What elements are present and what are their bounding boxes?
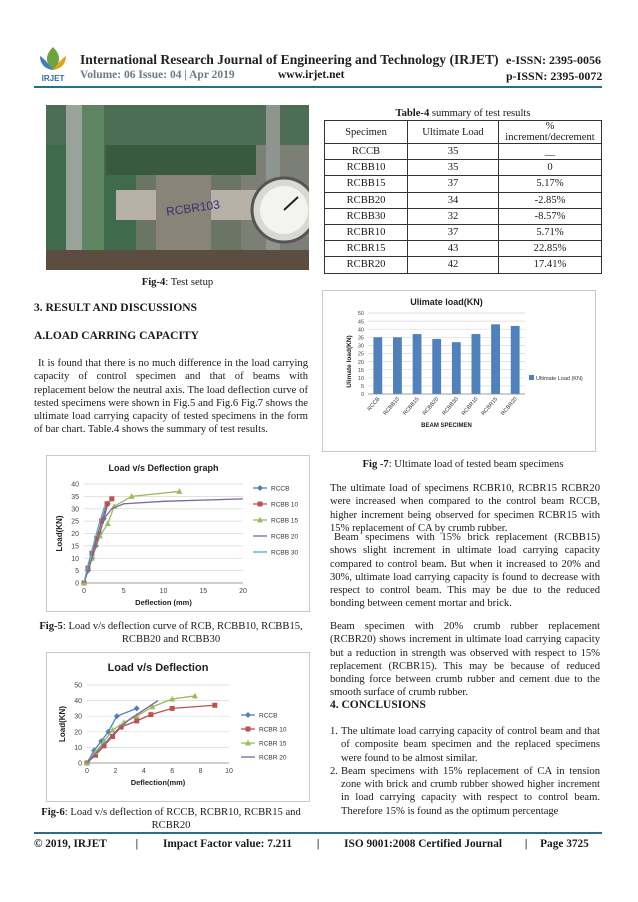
results-table	[324, 120, 602, 274]
y-tick-label: 40	[357, 327, 364, 334]
table-header-row	[325, 121, 602, 144]
x-tick-label: RCBB20	[421, 396, 441, 417]
data-point	[105, 501, 110, 506]
legend-marker	[257, 485, 263, 491]
header-divider	[34, 86, 602, 88]
y-tick-label: 40	[71, 481, 79, 489]
table-cell: RCBB15	[325, 176, 408, 192]
y-axis-label: Load(KN)	[55, 515, 64, 552]
table-row	[325, 224, 602, 240]
data-point	[212, 703, 217, 708]
bar-rcbr15	[491, 324, 500, 394]
y-tick-label: 40	[74, 698, 82, 706]
table-cell: 37	[408, 224, 499, 240]
fig6-caption: Fig-6: Load v/s deflection of RCCB, RCBR10, RCBR15 and RCBR20	[41, 807, 301, 832]
results-paragraph-1: The ultimate load of specimens RCBR10, RCBR15 RCBR20 were increased when compared to the control beam RCCB, higher increment being observed for specimen RCBR15 with 15% replacement of CA by crumb rubber.	[330, 483, 600, 534]
table-cell: 22.85%	[499, 241, 602, 257]
table-row	[325, 144, 602, 160]
y-tick-label: 10	[71, 555, 79, 563]
y-tick-label: 30	[71, 506, 79, 514]
section3-subheading: A.LOAD CARRING CAPACITY	[34, 330, 199, 342]
bar-rcbr10	[472, 334, 481, 394]
x-tick-label: 15	[199, 588, 208, 595]
y-tick-label: 35	[71, 493, 79, 501]
footer-separator: |	[316, 838, 320, 850]
y-axis-label: Load(KN)	[58, 706, 67, 742]
legend-marker	[258, 502, 263, 507]
results-paragraph-2: Beam specimens with 15% brick replacement (RCBB15) shows slight increment in ultimate load carrying capacity compared to control beam. But when it increased to 20% and 30%, ultimate load carrying capacity is found to decrease with respect to control beam. This may be due to the reduced bonding between cement mortar and brick.	[330, 532, 600, 610]
x-tick-label: RCBB30	[441, 396, 460, 417]
table-cell: RCBR10	[325, 224, 408, 240]
x-tick-label: 8	[198, 768, 203, 775]
y-tick-label: 15	[71, 543, 79, 551]
table-row	[325, 208, 602, 224]
eissn: e-ISSN: 2395-0056	[506, 53, 601, 67]
y-tick-label: 25	[71, 518, 79, 526]
y-tick-label: 20	[74, 729, 82, 737]
x-tick-label: RCBR20	[500, 396, 519, 417]
section3-paragraph: It is found that there is no much difference in the load carrying capacity of control specimen and that of beams with replacement below the neutral axis. The load deflection curve of tested specimens were shown in Fig.5 and Fig.6 Fig.7 shows the ultimate load carrying capacity of tested specimens in the form of bar chart. Table.4 shows the summary of test results.	[34, 358, 308, 436]
table-cell: 5.71%	[499, 224, 602, 240]
y-tick-label: 25	[357, 351, 364, 358]
y-tick-label: 50	[357, 311, 364, 318]
y-tick-label: 5	[360, 384, 364, 391]
fig5-chart-frame	[46, 455, 310, 612]
x-tick-label: 6	[170, 768, 175, 775]
bar-rcbb20	[432, 339, 441, 394]
y-tick-label: 15	[357, 367, 364, 374]
table4-caption: Table-4 summary of test results	[395, 108, 531, 119]
table-cell: RCBB20	[325, 192, 408, 208]
x-tick-label: 4	[141, 768, 146, 775]
irjet-logo	[34, 44, 72, 84]
x-tick-label: 5	[121, 588, 126, 595]
table-cell: __	[499, 144, 602, 160]
y-tick-label: 50	[74, 682, 82, 690]
y-tick-label: 30	[357, 343, 364, 350]
legend-label: RCBB 20	[271, 533, 299, 541]
legend-label: RCBB 30	[271, 549, 299, 557]
x-tick-label: RCBB15	[402, 396, 421, 417]
x-tick-label: 2	[113, 768, 118, 775]
table-row	[325, 176, 602, 192]
fig5-caption: Fig-5: Load v/s deflection curve of RCB, RCBB10, RCBB15, RCBB20 and RCBB30	[39, 621, 303, 646]
fig7-chart-frame	[322, 290, 596, 452]
fig7-chart	[323, 291, 595, 451]
x-tick-label: 10	[159, 588, 168, 595]
list-item: 2. Beam specimens with 15% replacement of CA in tension zone with brick and crumb rubber showed higher increment in load carrying capacity with respect to control beam. Therefore 15% is found as the optimum percentage	[330, 765, 600, 817]
legend-label: RCBR 10	[259, 726, 287, 734]
table-cell: 35	[408, 160, 499, 176]
data-point	[134, 705, 140, 711]
fig5-chart	[47, 456, 309, 611]
table-row	[325, 241, 602, 257]
section4-heading: 4. CONCLUSIONS	[330, 699, 426, 711]
website-link[interactable]: www.irjet.net	[278, 69, 345, 81]
volume-issue: Volume: 06 Issue: 04 | Apr 2019	[80, 69, 235, 81]
x-tick-label: 10	[225, 768, 233, 775]
data-point	[192, 693, 198, 699]
y-tick-label: 45	[357, 319, 364, 326]
table-cell: 35	[408, 144, 499, 160]
y-tick-label: 0	[78, 760, 82, 768]
table-row	[325, 160, 602, 176]
x-axis-label: BEAM SPECIMEN	[421, 423, 472, 429]
footer-divider	[34, 832, 602, 834]
beam-stamp: RCBR103	[165, 197, 221, 219]
y-tick-label: 10	[357, 376, 364, 382]
table-cell: 34	[408, 192, 499, 208]
legend-label: RCBB 15	[271, 517, 299, 525]
y-tick-label: 20	[71, 531, 79, 538]
table-cell: RCBR15	[325, 241, 408, 257]
table-cell: 37	[408, 176, 499, 192]
legend-label: Ultimate Load (KN)	[536, 376, 583, 382]
chart-title: Load v/s Deflection	[107, 662, 209, 674]
bar-rccb	[373, 337, 382, 394]
legend-label: RCCB	[259, 712, 278, 720]
fig7-caption: Fig -7: Ultimate load of tested beam specimens	[362, 459, 564, 470]
legend-label: RCBR 15	[259, 740, 287, 748]
footer	[34, 838, 589, 850]
legend-marker	[245, 712, 251, 718]
table-row	[325, 192, 602, 208]
data-point	[134, 718, 139, 723]
table-cell: -2.85%	[499, 192, 602, 208]
y-axis-label: Ulimate load(KN)	[346, 335, 353, 388]
chart-title: Ulimate load(KN)	[410, 297, 483, 307]
table-cell: 43	[408, 241, 499, 257]
footer-copyright: © 2019, IRJET	[34, 838, 107, 850]
fig6-chart-frame	[46, 652, 310, 802]
x-tick-label: RCBR10	[460, 396, 480, 417]
x-axis-label: Deflection (mm)	[135, 598, 192, 607]
table-header-cell: Specimen	[325, 121, 408, 144]
fig4-caption: Fig-4: Test setup	[141, 277, 214, 288]
footer-separator: |	[524, 838, 528, 850]
data-point	[109, 496, 114, 501]
fig6-chart	[47, 653, 309, 801]
x-tick-label: RCBR15	[480, 396, 500, 417]
journal-title: International Research Journal of Engineering and Technology (IRJET)	[80, 52, 499, 67]
x-tick-label: 0	[85, 768, 89, 775]
table-cell: 42	[408, 257, 499, 273]
y-tick-label: 35	[357, 335, 364, 342]
table-cell: 0	[499, 160, 602, 176]
table-header-cell: Ultimate Load	[408, 121, 499, 144]
bar-rcbr20	[511, 326, 520, 394]
pissn: p-ISSN: 2395-0072	[506, 69, 603, 83]
legend-label: RCBB 10	[271, 501, 299, 509]
data-point	[170, 706, 175, 711]
test-setup-photo	[46, 105, 309, 270]
table-cell: 32	[408, 208, 499, 224]
table-cell: RCBB10	[325, 160, 408, 176]
list-item: 1. The ultimate load carrying capacity of control beam and that of composite beam specimen and the replaced specimens were found to be almost similar.	[330, 726, 600, 764]
y-tick-label: 10	[74, 744, 82, 752]
footer-impact: Impact Factor value: 7.211	[162, 838, 292, 850]
footer-page: Page 3725	[540, 838, 589, 850]
bar-rcbb30	[452, 342, 461, 394]
data-point	[114, 713, 120, 719]
chart-title: Load v/s Deflection graph	[108, 463, 219, 473]
footer-iso: ISO 9001:2008 Certified Journal	[344, 838, 502, 850]
legend-swatch	[529, 375, 534, 380]
legend-label: RCBR 20	[259, 754, 287, 762]
results-paragraph-3: Beam specimen with 20% crumb rubber replacement (RCBR20) shows increment in ultimate load carrying capacity but a reduction in strength was observed with respect to 15% replacement (RCBR15). This may be because of reduced bonding force between crumb rubber and cement due to the smooth surface of crumb rubber.	[330, 621, 600, 699]
y-tick-label: 5	[75, 568, 79, 576]
y-tick-label: 30	[74, 713, 82, 721]
y-tick-label: 0	[360, 392, 364, 399]
table-cell: RCBR20	[325, 257, 408, 273]
table-cell: 5.17%	[499, 176, 602, 192]
table-header-cell: % increment/decrement	[499, 121, 602, 144]
table-cell: RCCB	[325, 144, 408, 160]
series-line-rcbr-15	[87, 696, 195, 763]
section3-heading: 3. RESULT AND DISCUSSIONS	[34, 302, 197, 314]
x-tick-label: 20	[239, 588, 247, 595]
footer-separator: |	[135, 838, 139, 850]
table-cell: 17.41%	[499, 257, 602, 273]
table-cell: -8.57%	[499, 208, 602, 224]
y-tick-label: 0	[75, 580, 79, 588]
legend-label: RCCB	[271, 485, 290, 493]
data-point	[148, 712, 153, 717]
table-row	[325, 257, 602, 273]
x-tick-label: RCCB	[366, 396, 382, 413]
legend-marker	[246, 727, 251, 732]
bar-rcbb15	[413, 334, 422, 394]
table-cell: RCBB30	[325, 208, 408, 224]
bar-rcbb10	[393, 337, 402, 394]
logo-text: IRJET	[41, 74, 65, 83]
x-axis-label: Deflection(mm)	[130, 778, 186, 787]
y-tick-label: 20	[357, 359, 364, 366]
conclusions-list	[330, 725, 600, 818]
x-tick-label: 0	[82, 588, 86, 595]
x-tick-label: RCBB10	[382, 396, 401, 417]
